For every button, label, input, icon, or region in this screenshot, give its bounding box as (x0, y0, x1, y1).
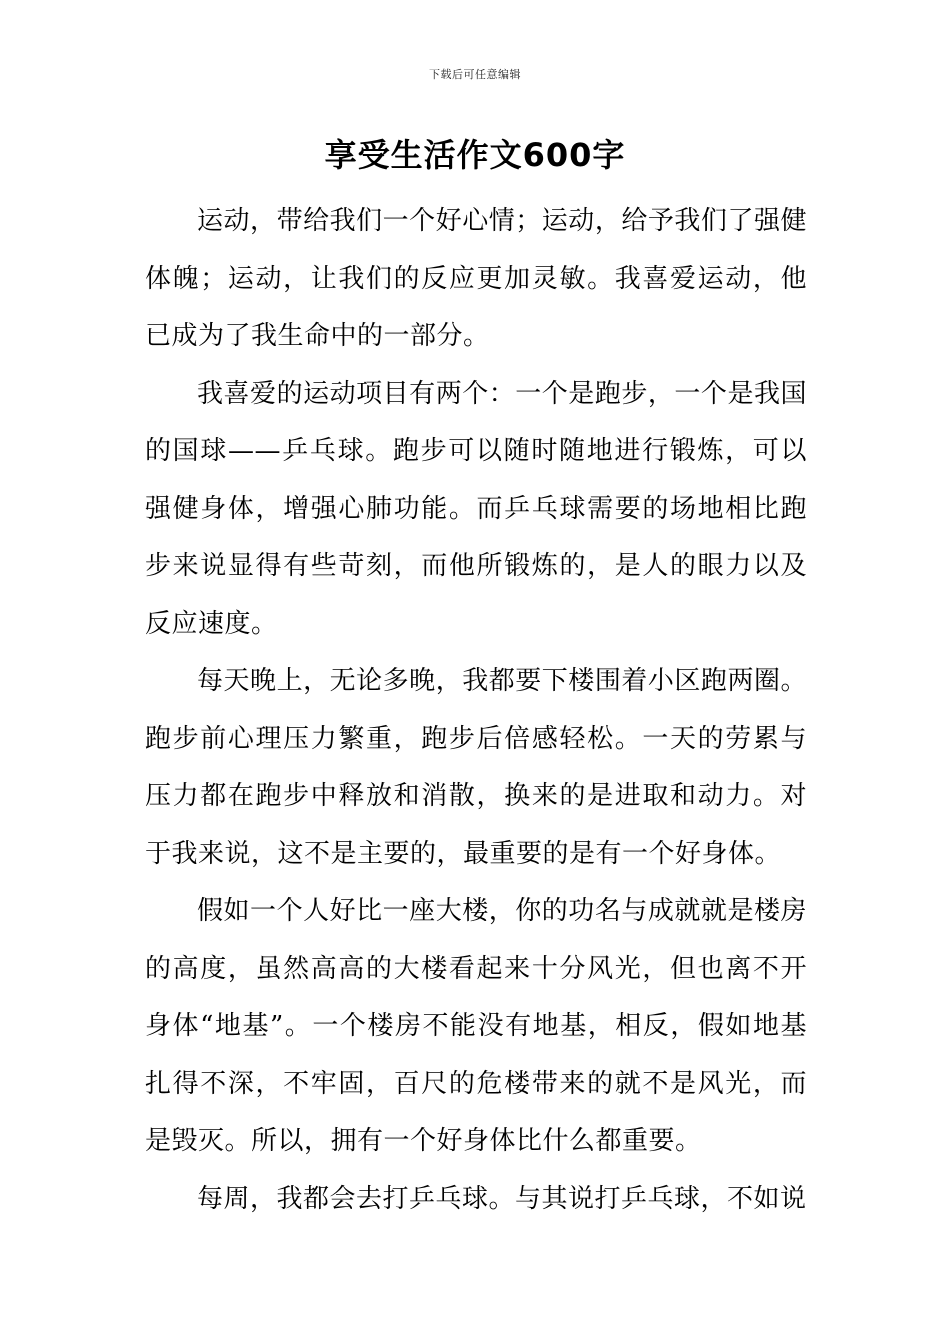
paragraph: 假如一个人好比一座大楼，你的功名与成就就是楼房的高度，虽然高高的大楼看起来十分风光，但也离不开身体“地基”。一个楼房不能没有地基，相反，假如地基扎得不深，不牢固，百尺的危楼带来的就不是风光，而是毁灭。所以，拥有一个好身体比什么都重要。 (145, 896, 807, 1156)
header-note: 下载后可任意编辑 (429, 68, 521, 81)
paragraph: 运动，带给我们一个好心情；运动，给予我们了强健体魄；运动，让我们的反应更加灵敏。我喜爱运动，他已成为了我生命中的一部分。 (145, 206, 807, 351)
article-body (145, 193, 807, 1228)
paragraph: 每周，我都会去打乒乓球。与其说打乒乓球，不如说 (197, 1183, 807, 1214)
paragraph: 每天晚上，无论多晚，我都要下楼围着小区跑两圈。跑步前心理压力繁重，跑步后倍感轻松。一天的劳累与压力都在跑步中释放和消散，换来的是进取和动力。对于我来说，这不是主要的，最重要的是有一个好身体。 (145, 666, 807, 869)
paragraph: 我喜爱的运动项目有两个：一个是跑步，一个是我国的国球——乒乓球。跑步可以随时随地进行锻炼，可以强健身体，增强心肺功能。而乒乓球需要的场地相比跑步来说显得有些苛刻，而他所锻炼的，是人的眼力以及反应速度。 (145, 378, 807, 639)
page-title: 享受生活作文600字 (324, 136, 626, 174)
